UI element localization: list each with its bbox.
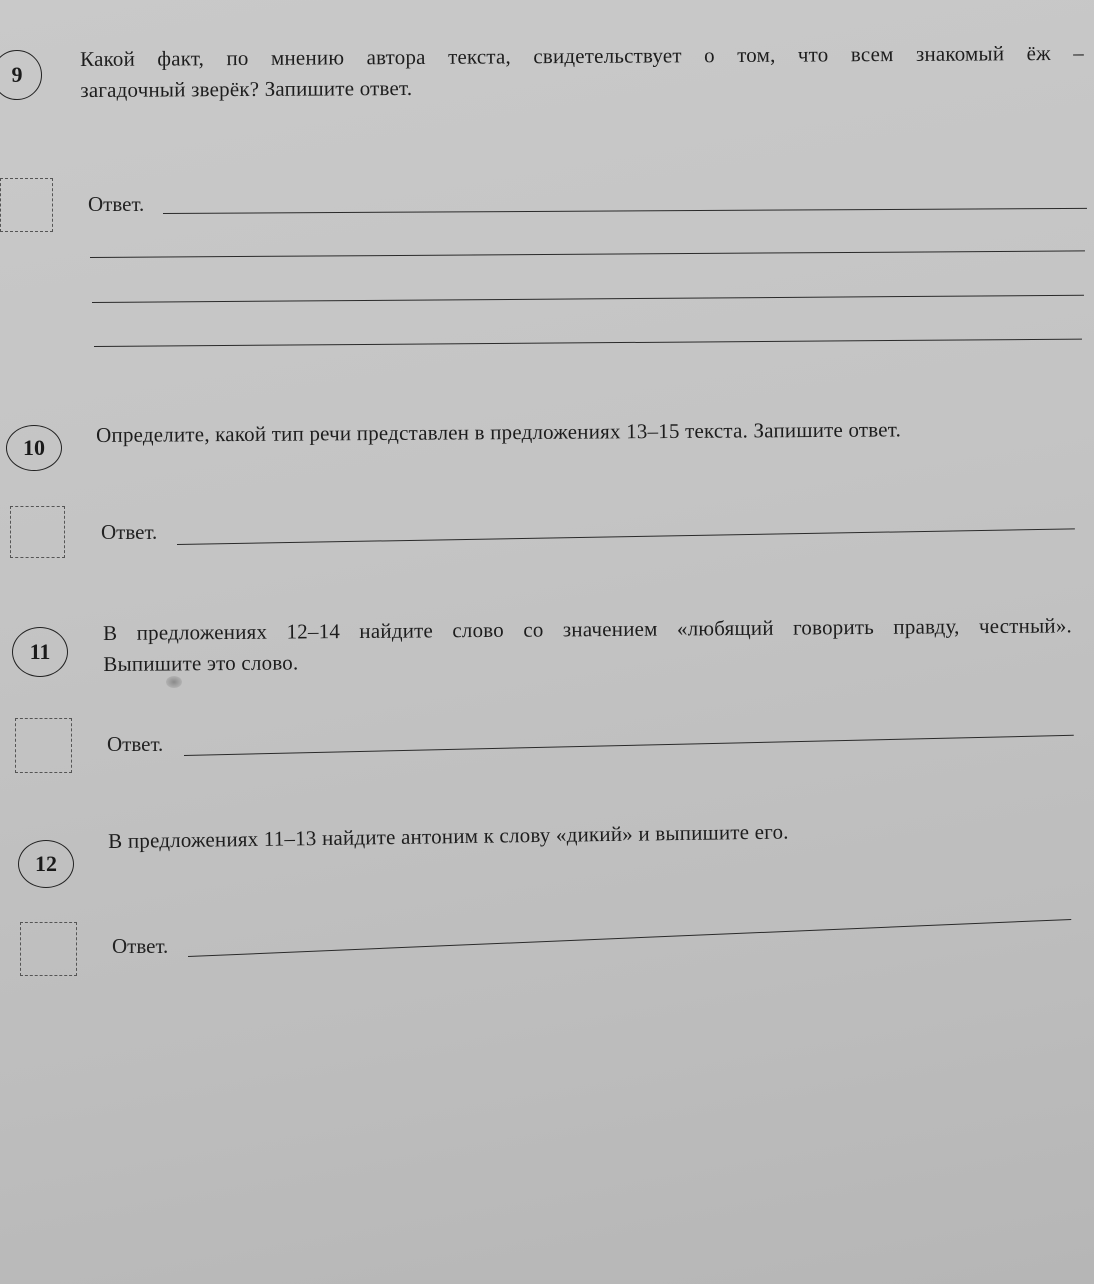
question-word: слово <box>452 617 505 643</box>
answer-label: Ответ. <box>112 934 169 958</box>
question-word: автора <box>366 44 426 70</box>
task-number-badge: 12 <box>18 840 74 888</box>
answer-label: Ответ. <box>101 520 158 544</box>
task-number-badge: 11 <box>12 627 68 677</box>
answer-line[interactable] <box>177 528 1075 545</box>
question-word: по <box>226 45 249 71</box>
question-line-justified <box>80 38 1084 75</box>
question-word: – <box>1073 40 1084 65</box>
question-word: говорить <box>792 614 875 640</box>
question-word: мнению <box>270 45 345 70</box>
question-word: знакомый <box>915 41 1005 66</box>
ink-smudge <box>166 676 182 688</box>
question-word: что <box>797 42 829 67</box>
question-word: Какой <box>80 46 136 71</box>
answer-line[interactable] <box>90 250 1085 258</box>
question-word: факт, <box>157 46 205 71</box>
question-word: том, <box>737 42 776 67</box>
answer-label: Ответ. <box>107 732 164 756</box>
question-word: найдите <box>359 618 434 643</box>
answer-line[interactable] <box>92 295 1084 303</box>
task-question <box>108 816 789 856</box>
question-word: ёж <box>1026 41 1051 66</box>
answer-line[interactable] <box>94 339 1082 347</box>
task-question <box>96 414 901 451</box>
task-question <box>80 38 1084 106</box>
score-box <box>20 922 77 976</box>
task-number-badge: 10 <box>6 425 62 471</box>
question-word: 12–14 <box>286 619 341 644</box>
question-word: предложениях <box>136 619 268 645</box>
question-word: честный». <box>978 613 1073 639</box>
answer-label: Ответ. <box>88 192 145 216</box>
score-box <box>0 178 53 232</box>
question-word: о <box>704 43 715 68</box>
question-word: всем <box>850 42 894 67</box>
question-word: значением <box>562 616 658 642</box>
task-question <box>103 610 1072 680</box>
task-number-badge: 9 <box>0 50 42 100</box>
question-line: загадочный зверёк? Запишите ответ. <box>80 75 413 102</box>
question-word: со <box>523 617 544 642</box>
question-word: «любящий <box>676 615 774 641</box>
score-box <box>10 506 65 558</box>
answer-line[interactable] <box>163 208 1087 214</box>
score-box <box>15 718 72 773</box>
answer-line[interactable] <box>188 919 1071 957</box>
question-word: В <box>103 620 118 645</box>
question-word: правду, <box>893 614 960 639</box>
answer-line[interactable] <box>184 735 1074 756</box>
question-word: текста, <box>447 44 512 69</box>
question-line: Определите, какой тип речи представлен в предложениях 13–15 текста. Запишите ответ. <box>96 417 902 447</box>
question-line: Выпишите это слово. <box>103 650 299 676</box>
question-line: В предложениях 11–13 найдите антоним к слову «дикий» и выпишите его. <box>108 819 789 853</box>
question-word: свидетельствует <box>533 43 682 69</box>
